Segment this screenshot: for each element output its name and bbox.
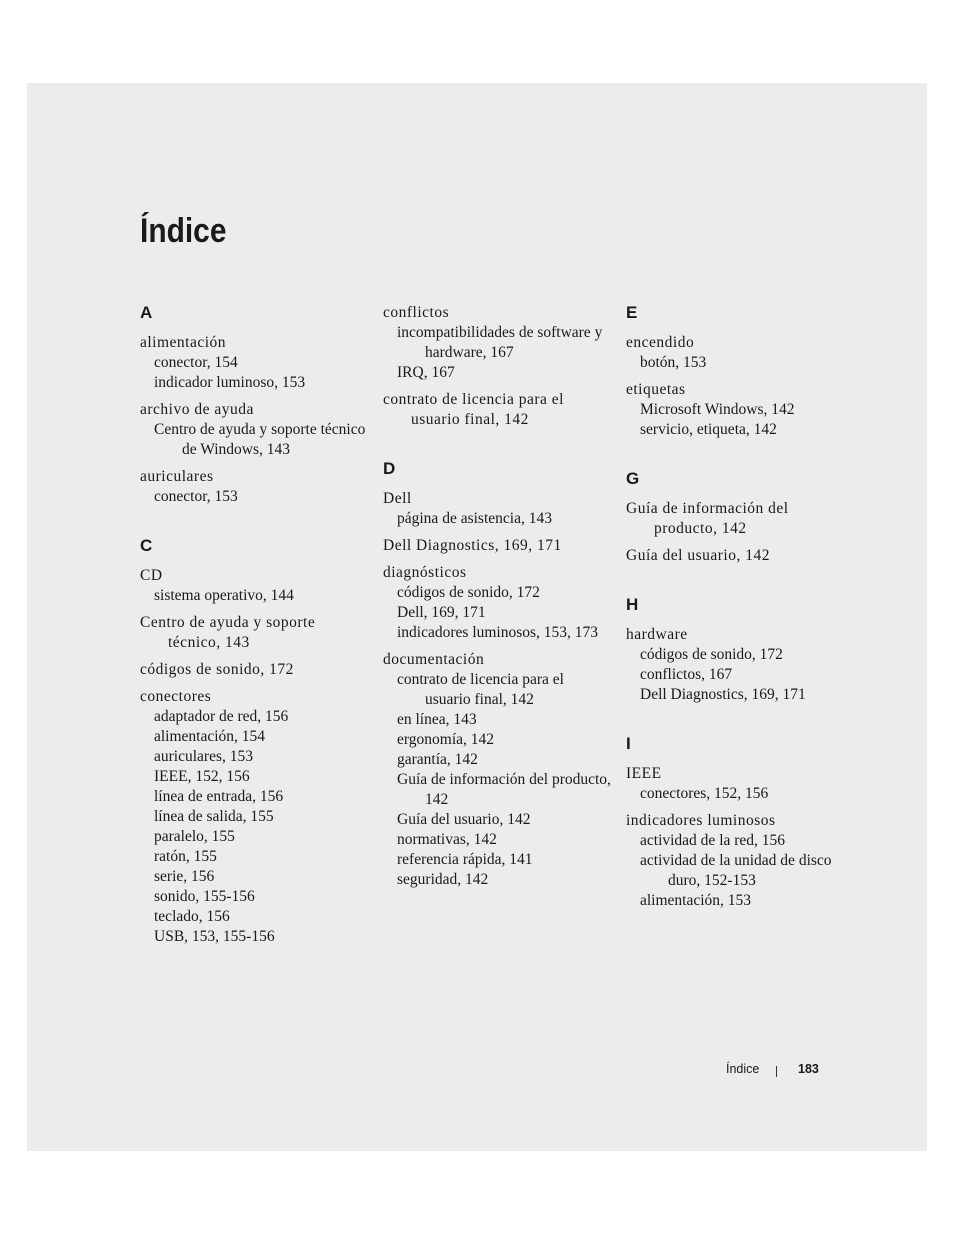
index-subentry: seguridad, 142	[397, 871, 489, 888]
letter-section	[383, 459, 613, 890]
index-subentry: normativas, 142	[397, 831, 497, 848]
index-subentry: Dell, 169, 171	[397, 604, 486, 621]
letter-section	[626, 469, 856, 566]
index-subentry: ergonomía, 142	[397, 731, 495, 748]
letter-section	[626, 595, 856, 705]
index-subentry: IEEE, 152, 156	[154, 768, 250, 785]
index-entry	[140, 400, 370, 460]
index-term: hardware	[626, 626, 688, 643]
index-entry	[626, 333, 856, 373]
letter-section	[140, 303, 370, 507]
index-subentry: indicador luminoso, 153	[154, 374, 306, 391]
index-subentry: IRQ, 167	[397, 364, 455, 381]
index-entry	[140, 333, 370, 393]
footer-separator	[776, 1066, 777, 1077]
index-term: conectores	[140, 688, 212, 705]
section-letter: C	[140, 536, 153, 555]
index-term: códigos de sonido, 172	[140, 661, 294, 678]
index-entry	[140, 687, 370, 947]
index-entry	[383, 303, 613, 383]
page-title: Índice	[140, 212, 227, 250]
index-term: diagnósticos	[383, 564, 467, 581]
index-subentry: alimentación, 153	[640, 892, 752, 909]
index-entry	[626, 546, 856, 566]
index-subentry: garantía, 142	[397, 751, 478, 768]
section-letter: I	[626, 734, 631, 753]
index-subentry: conectores, 152, 156	[640, 785, 769, 802]
index-subentry: auriculares, 153	[154, 748, 253, 765]
letter-section	[626, 734, 856, 911]
index-term: Guía de información del producto, 142	[626, 500, 789, 537]
index-column-1	[140, 303, 370, 954]
section-letter: G	[626, 469, 640, 488]
footer-section-label: Índice	[726, 1062, 760, 1076]
index-term: conflictos	[383, 304, 450, 321]
index-subentry: en línea, 143	[397, 711, 477, 728]
index-term: archivo de ayuda	[140, 401, 254, 418]
index-term: documentación	[383, 651, 485, 668]
index-subentry: Microsoft Windows, 142	[640, 401, 795, 418]
letter-section	[383, 303, 613, 430]
index-entry	[140, 660, 370, 680]
index-subentry: adaptador de red, 156	[154, 708, 289, 725]
section-letter: H	[626, 595, 639, 614]
index-term: Dell	[383, 490, 412, 507]
index-entry	[626, 499, 856, 539]
letter-section	[140, 536, 370, 947]
index-subentry: códigos de sonido, 172	[640, 646, 783, 663]
index-subentry: Dell Diagnostics, 169, 171	[640, 686, 806, 703]
index-subentry: teclado, 156	[154, 908, 230, 925]
index-subentry: referencia rápida, 141	[397, 851, 533, 868]
index-term: contrato de licencia para el usuario final, 142	[383, 391, 564, 428]
index-term: indicadores luminosos	[626, 812, 776, 829]
index-subentry: línea de entrada, 156	[154, 788, 284, 805]
index-entry	[383, 536, 613, 556]
index-subentry: alimentación, 154	[154, 728, 266, 745]
index-column-3	[626, 303, 856, 918]
index-subentry: botón, 153	[640, 354, 707, 371]
index-entry	[383, 650, 613, 890]
index-term: Centro de ayuda y soporte técnico, 143	[140, 614, 316, 651]
index-subentry: página de asistencia, 143	[397, 510, 552, 527]
index-entry	[626, 811, 856, 911]
index-subentry: actividad de la unidad de disco duro, 152-153	[640, 852, 832, 889]
index-subentry: actividad de la red, 156	[640, 832, 786, 849]
index-subentry: Guía de información del producto, 142	[397, 771, 611, 808]
index-subentry: conector, 154	[154, 354, 238, 371]
index-subentry: Centro de ayuda y soporte técnico de Windows, 143	[154, 421, 366, 458]
index-subentry: serie, 156	[154, 868, 215, 885]
index-entry	[626, 625, 856, 705]
index-subentry: conector, 153	[154, 488, 238, 505]
index-entry	[140, 566, 370, 606]
index-entry	[383, 489, 613, 529]
index-entry	[626, 380, 856, 440]
index-subentry: conflictos, 167	[640, 666, 733, 683]
index-entry	[383, 563, 613, 643]
index-subentry: línea de salida, 155	[154, 808, 274, 825]
index-subentry: ratón, 155	[154, 848, 217, 865]
section-letter: D	[383, 459, 396, 478]
index-term: auriculares	[140, 468, 214, 485]
index-subentry: contrato de licencia para el usuario final, 142	[397, 671, 564, 708]
index-subentry: indicadores luminosos, 153, 173	[397, 624, 599, 641]
letter-section	[626, 303, 856, 440]
page-number: 183	[798, 1062, 819, 1076]
section-letter: E	[626, 303, 638, 322]
index-subentry: incompatibilidades de software y hardware, 167	[397, 324, 603, 361]
index-term: encendido	[626, 334, 695, 351]
index-subentry: códigos de sonido, 172	[397, 584, 540, 601]
index-term: Guía del usuario, 142	[626, 547, 770, 564]
index-subentry: servicio, etiqueta, 142	[640, 421, 777, 438]
index-subentry: paralelo, 155	[154, 828, 235, 845]
index-entry	[383, 390, 613, 430]
index-term: IEEE	[626, 765, 662, 782]
index-term: Dell Diagnostics, 169, 171	[383, 537, 562, 554]
index-entry	[140, 467, 370, 507]
index-entry	[626, 764, 856, 804]
index-term: alimentación	[140, 334, 227, 351]
index-column-2	[383, 303, 613, 897]
index-subentry: sistema operativo, 144	[154, 587, 294, 604]
index-subentry: sonido, 155-156	[154, 888, 255, 905]
index-entry	[140, 613, 370, 653]
index-subentry: USB, 153, 155-156	[154, 928, 275, 945]
section-letter: A	[140, 303, 153, 322]
index-subentry: Guía del usuario, 142	[397, 811, 531, 828]
index-term: etiquetas	[626, 381, 686, 398]
index-term: CD	[140, 567, 163, 584]
